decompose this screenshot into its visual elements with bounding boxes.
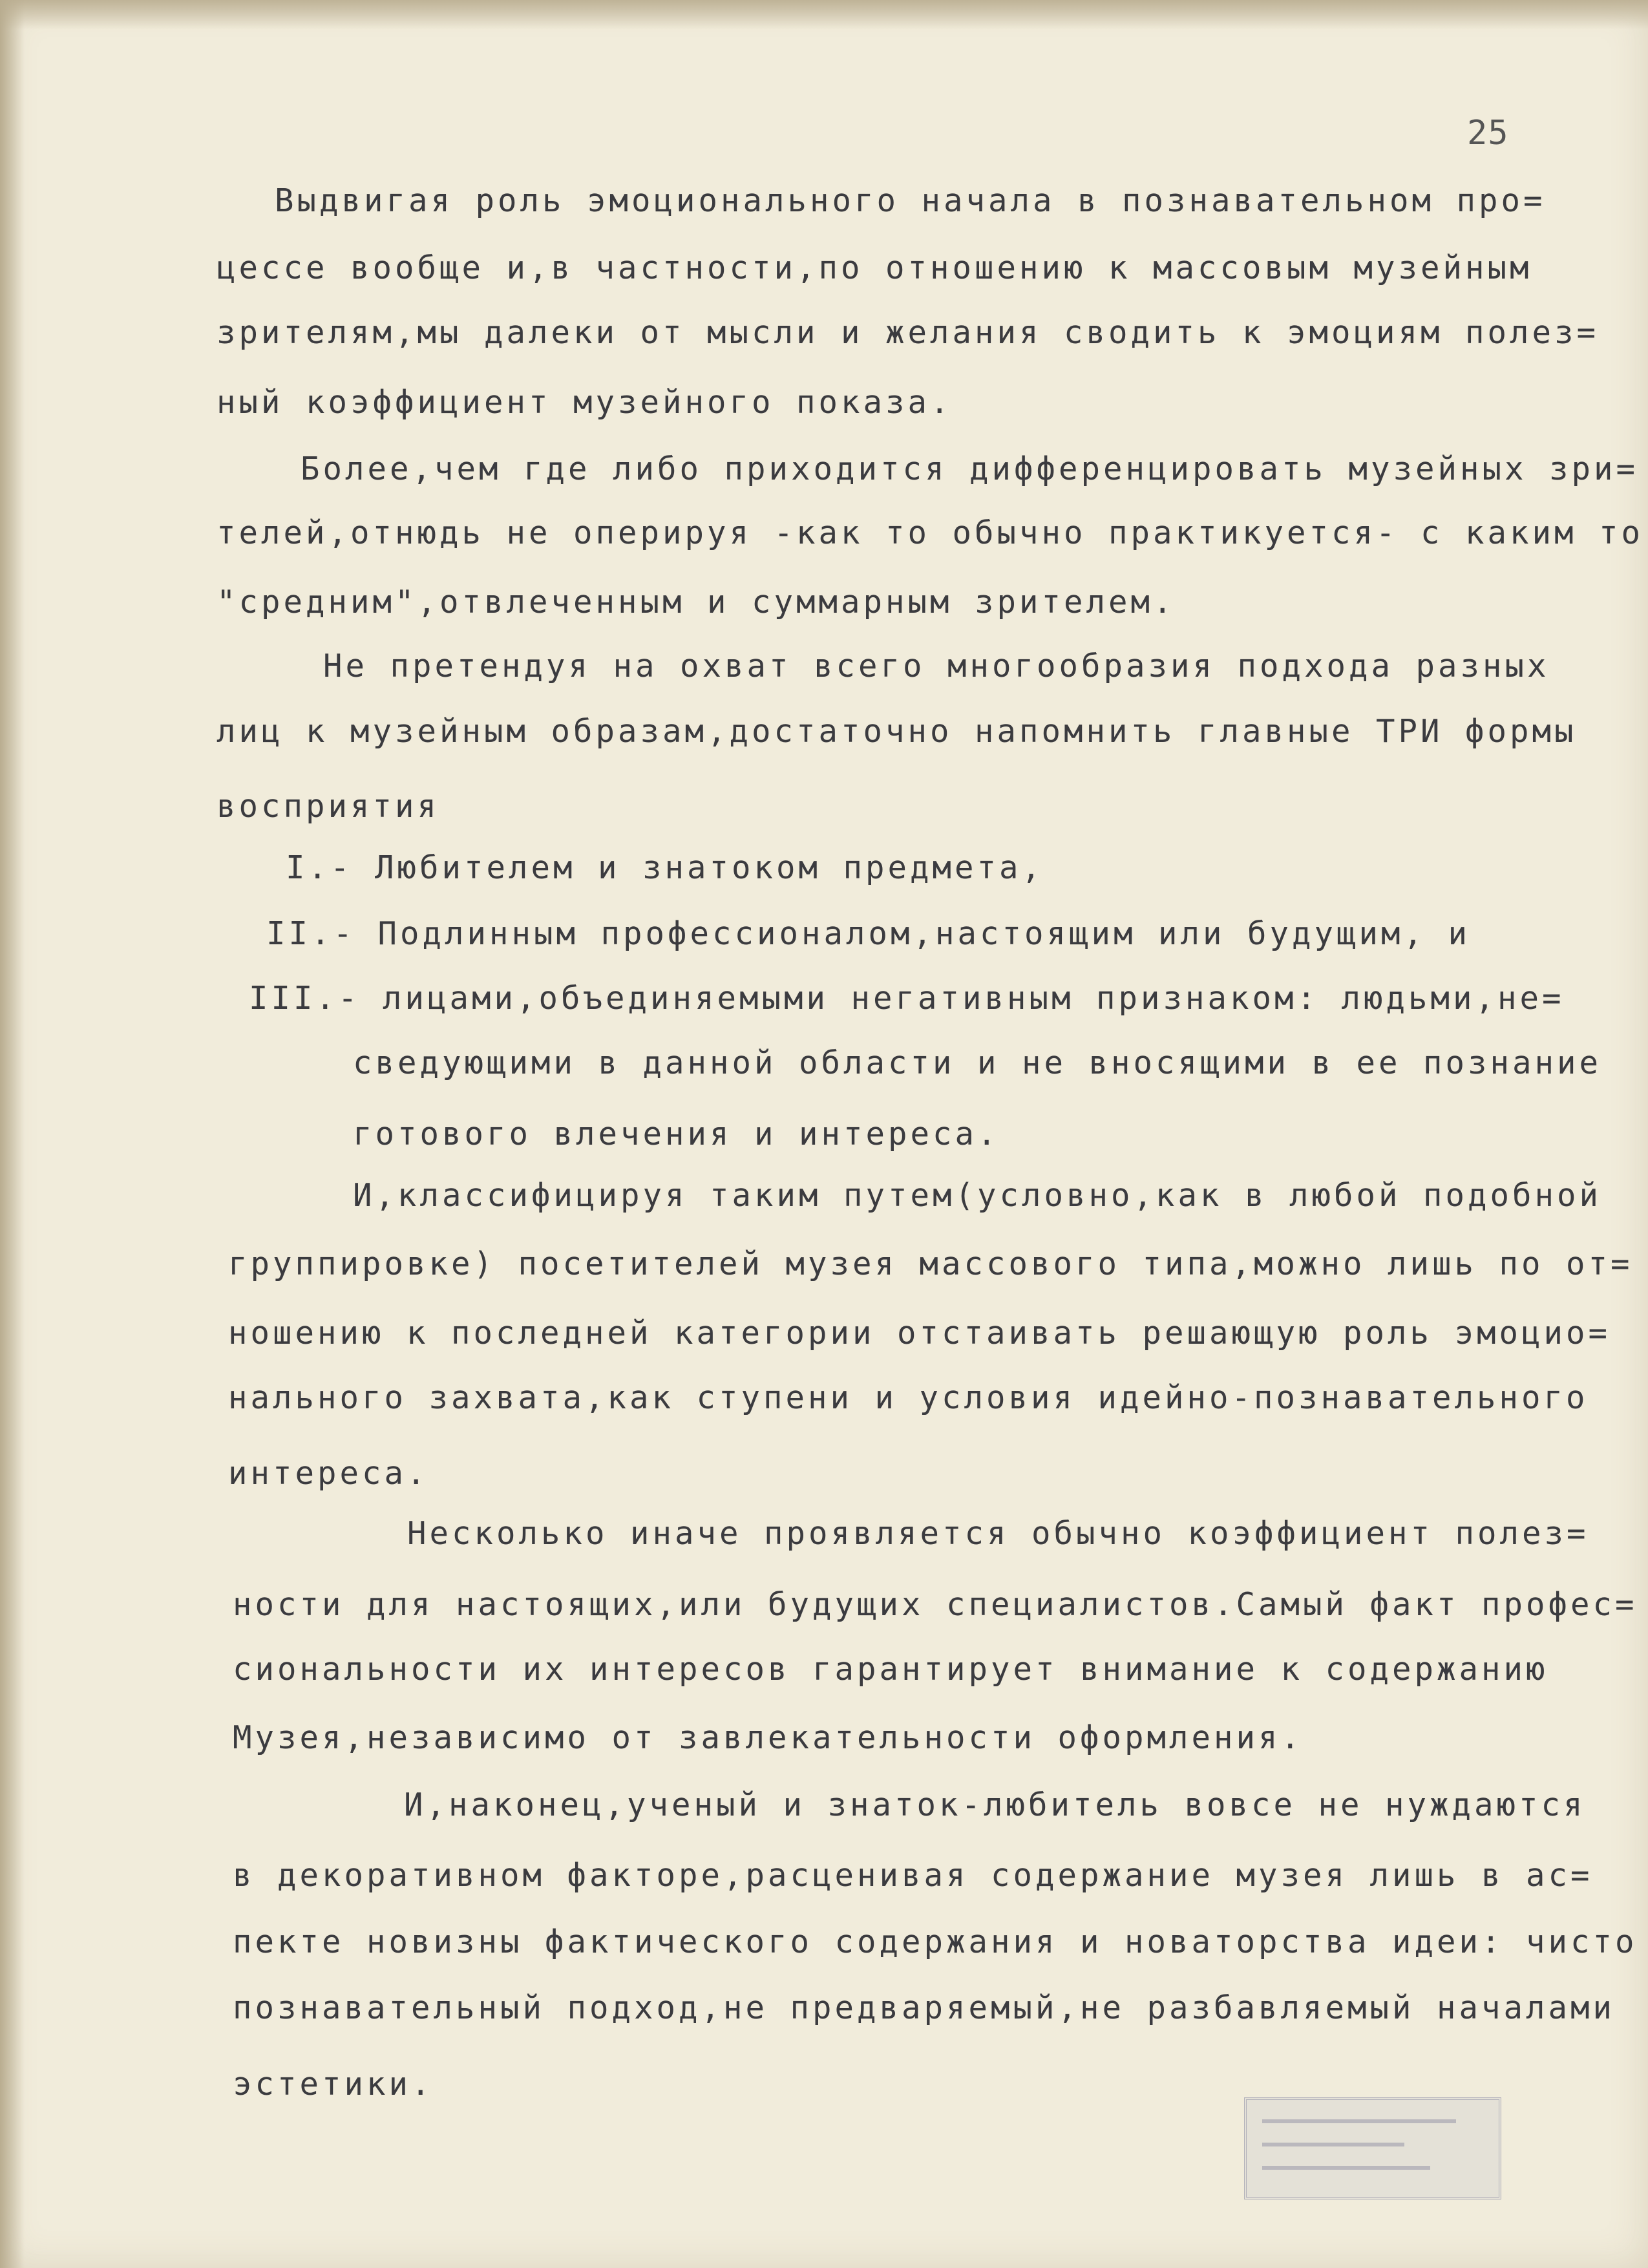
- paper-top-edge: [0, 0, 1648, 30]
- paragraph-6-line-2: в декоративном факторе,расценивая содержание музея лишь в ас=: [233, 1857, 1593, 1894]
- paragraph-4-line-2: группировке) посетителей музея массового типа,можно лишь по от=: [228, 1245, 1633, 1282]
- paragraph-1-line-2: цессе вообще и,в частности,по отношению к массовым музейным: [217, 249, 1532, 286]
- list-item-3-line-1: III.- лицами,объединяемыми негативным признаком: людьми,не=: [249, 980, 1565, 1017]
- paragraph-1-line-1: Выдвигая роль эмоционального начала в познавательном про=: [275, 182, 1546, 219]
- paragraph-1-line-3: зрителям,мы далеки от мысли и желания сводить к эмоциям полез=: [217, 314, 1600, 351]
- paragraph-4-line-5: интереса.: [228, 1455, 429, 1492]
- paragraph-1-line-4: ный коэффициент музейного показа.: [217, 384, 953, 421]
- paragraph-2-line-3: "средним",отвлеченным и суммарным зрителем.: [217, 584, 1176, 620]
- paragraph-3-line-1: Не претендуя на охват всего многообразия подхода разных: [323, 648, 1550, 684]
- page-number: 25: [1467, 114, 1509, 153]
- list-item-3-line-2: сведующими в данной области и не вносящими в ее познание: [353, 1044, 1602, 1081]
- paragraph-5-line-1: Несколько иначе проявляется обычно коэффициент полез=: [407, 1515, 1589, 1552]
- paragraph-4-line-4: нального захвата,как ступени и условия идейно-познавательного: [228, 1379, 1589, 1416]
- paragraph-6-line-3: пекте новизны фактического содержания и новаторства идеи: чисто: [233, 1924, 1638, 1960]
- list-item-3-line-3: готового влечения и интереса.: [353, 1116, 1000, 1152]
- paragraph-3-line-2: лиц к музейным образам,достаточно напомнить главные ТРИ формы: [217, 713, 1577, 750]
- paper-left-edge: [0, 0, 25, 2268]
- archive-stamp: [1244, 2097, 1501, 2199]
- paragraph-5-line-4: Музея,независимо от завлекательности оформления.: [233, 1719, 1304, 1756]
- paragraph-5-line-3: сиональности их интересов гарантирует внимание к содержанию: [233, 1651, 1548, 1688]
- paragraph-3-line-3: восприятия: [217, 788, 440, 825]
- paragraph-4-line-1: И,классифицируя таким путем(условно,как в любой подобной: [353, 1177, 1602, 1214]
- list-item-2: II.- Подлинным профессионалом,настоящим или будущим, и: [266, 915, 1471, 952]
- paragraph-2-line-1: Более,чем где либо приходится дифференцировать музейных зри=: [301, 450, 1639, 487]
- paragraph-6-line-4: познавательный подход,не предваряемый,не разбавляемый началами: [233, 1989, 1616, 2026]
- list-item-1: I.- Любителем и знатоком предмета,: [286, 849, 1044, 886]
- paragraph-5-line-2: ности для настоящих,или будущих специалистов.Самый факт профес=: [233, 1586, 1638, 1623]
- paragraph-6-line-5: эстетики.: [233, 2066, 434, 2103]
- paragraph-4-line-3: ношению к последней категории отстаивать решающую роль эмоцио=: [228, 1315, 1611, 1351]
- paragraph-6-line-1: И,наконец,ученый и знаток-любитель вовсе не нуждаются: [404, 1786, 1586, 1823]
- paragraph-2-line-2: телей,отнюдь не оперируя -как то обычно практикуется- с каким то: [217, 514, 1644, 551]
